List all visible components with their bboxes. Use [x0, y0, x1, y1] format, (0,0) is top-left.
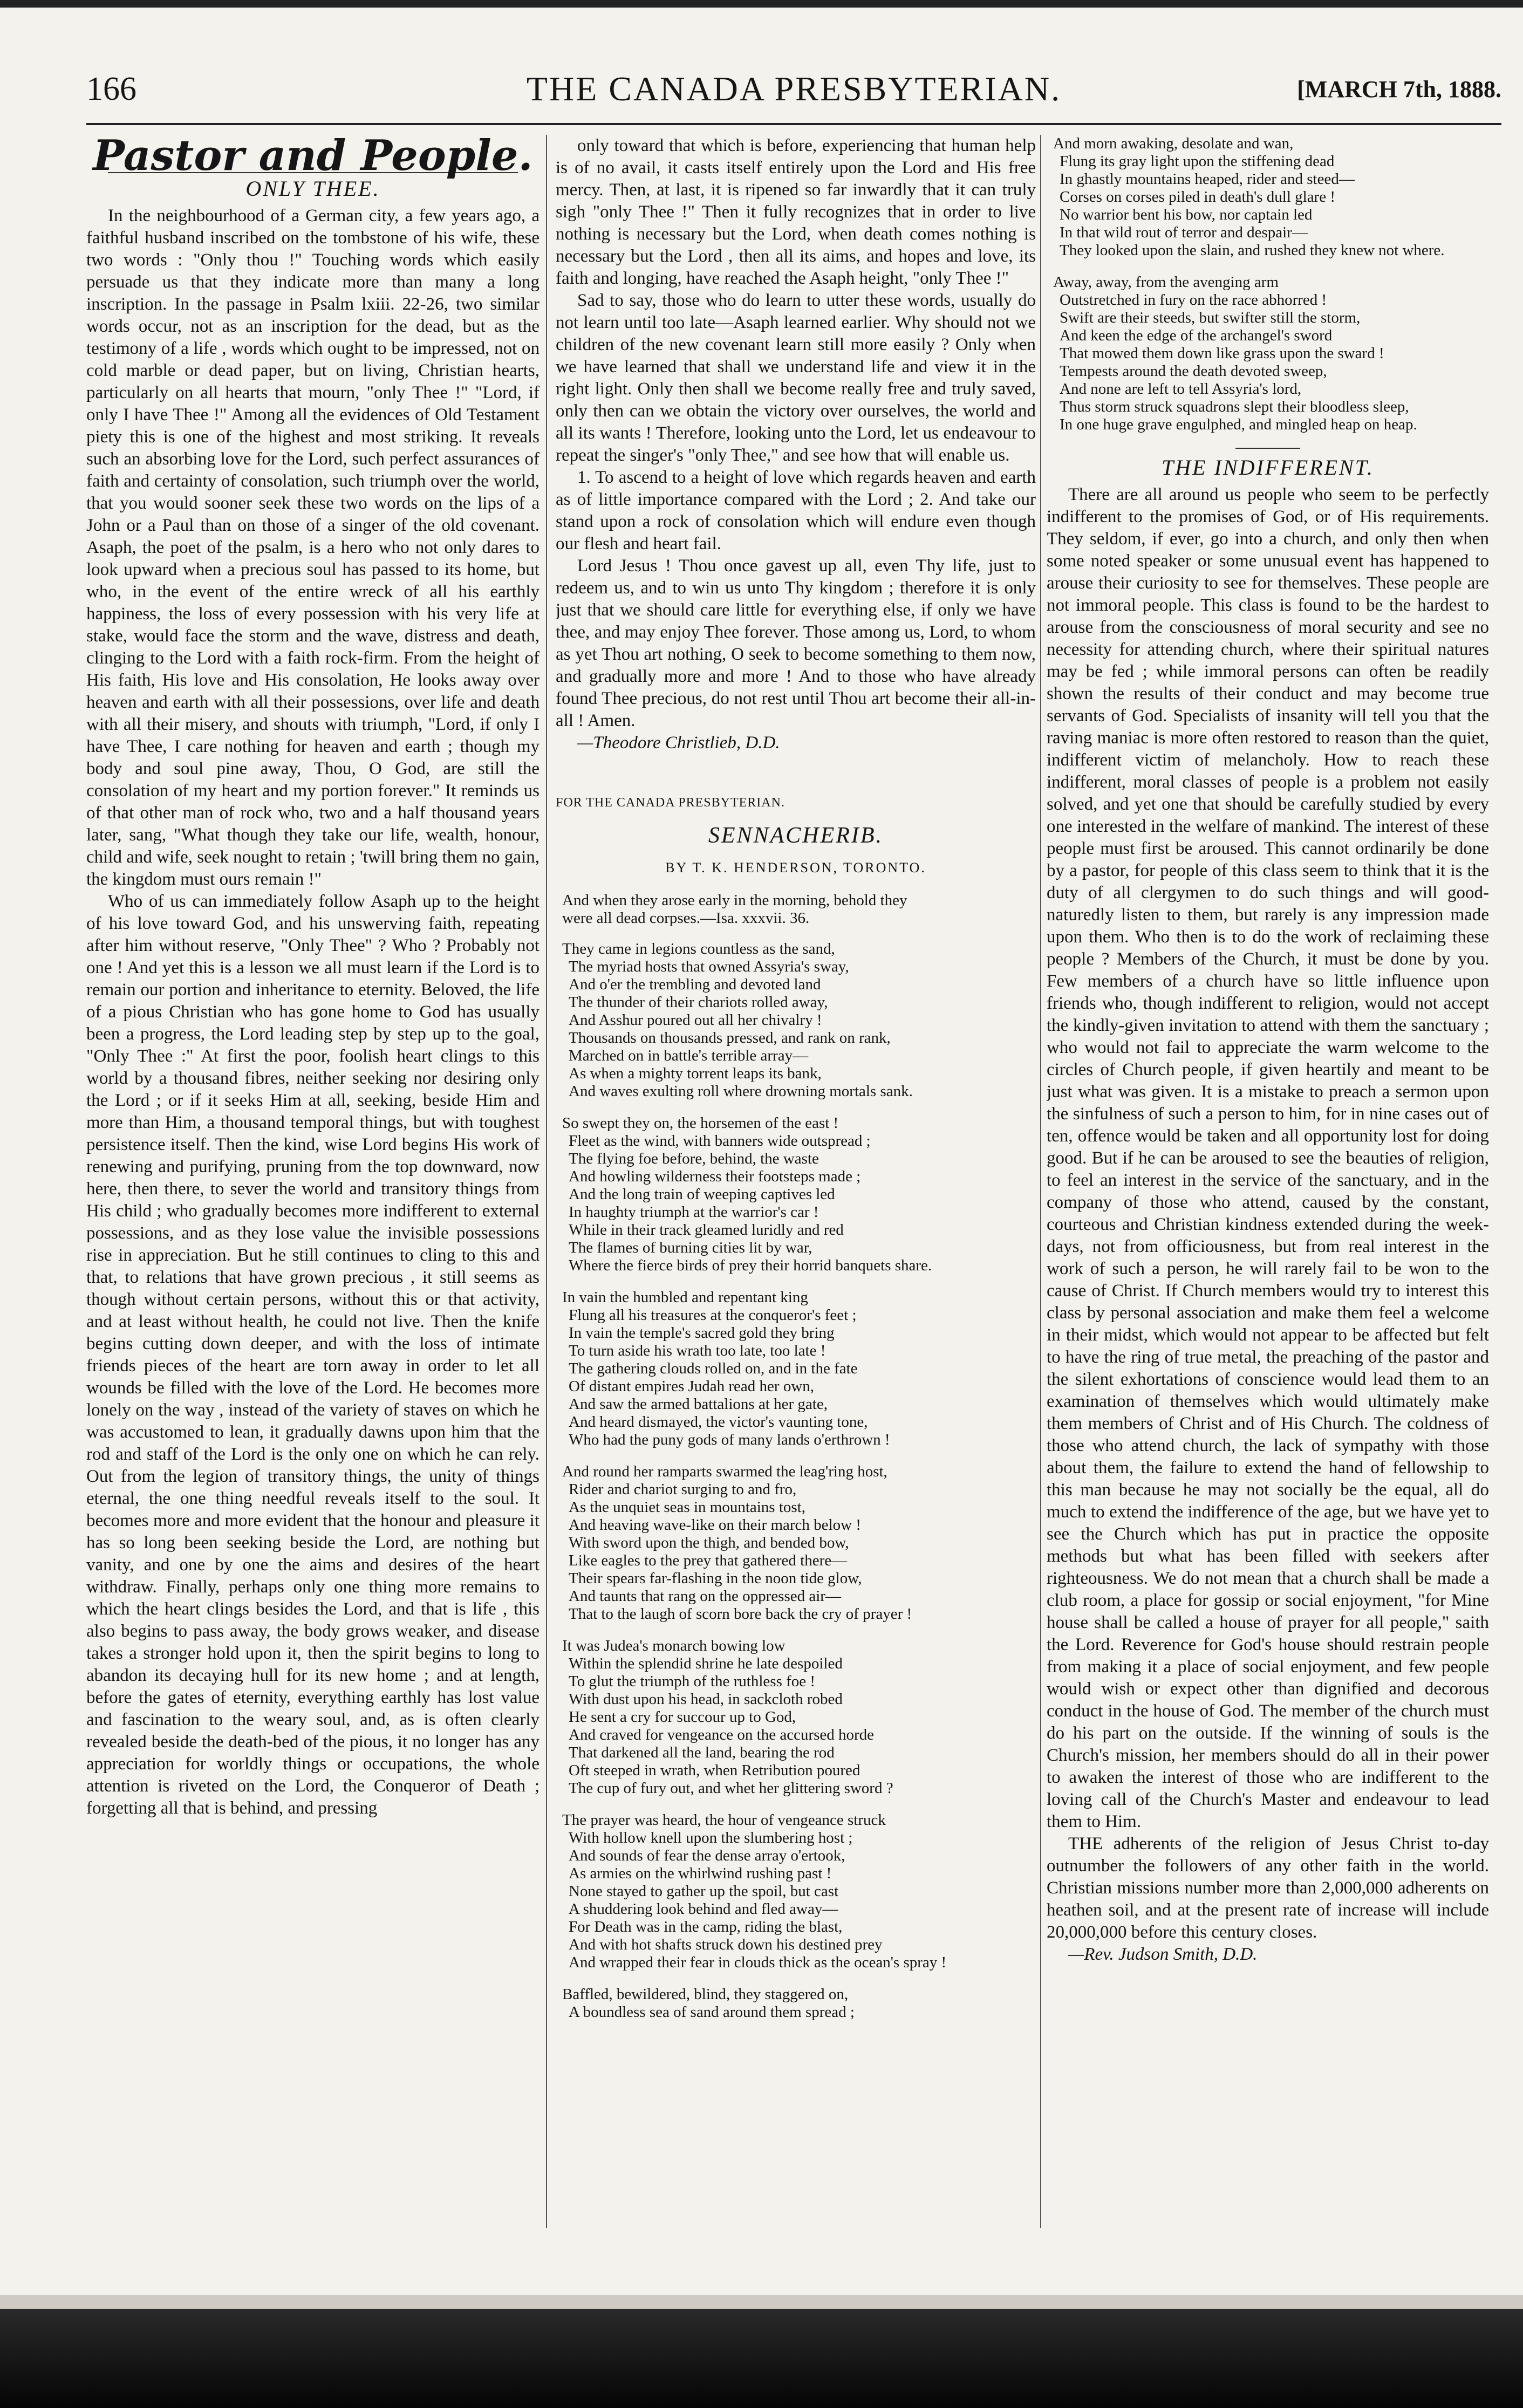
article-body — [86, 205, 539, 1819]
poem-byline: BY T. K. HENDERSON, TORONTO. — [665, 860, 926, 875]
verse-line: For Death was in the camp, riding the blast, — [569, 1918, 843, 1935]
verse-line: With sword upon the thigh, and bended bow, — [569, 1534, 849, 1551]
verse-line: Baffled, bewildered, blind, they staggered on, — [562, 1986, 849, 2003]
verse-line: With hollow knell upon the slumbering host ; — [569, 1829, 853, 1846]
verse-line: Away, away, from the avenging arm — [1053, 273, 1279, 291]
poem-epigraph — [562, 892, 1036, 927]
verse-line: In haughty triumph at the warrior's car ! — [569, 1203, 819, 1221]
verse-line: And morn awaking, desolate and wan, — [1053, 135, 1294, 152]
verse-line: Oft steeped in wrath, when Retribution poured — [569, 1762, 860, 1779]
poem-body — [556, 940, 1036, 2021]
top-border — [0, 0, 1523, 8]
verse-line: Rider and chariot surging to and fro, — [569, 1481, 797, 1498]
paragraph: Who of us can immediately follow Asaph up to the height of his love toward God, and his unswerving faith, repeating after him without reserve, "Only Thee" ? Who ? Probably not one ! And yet this is a lesson we all must learn if the Lord is to remain our portion and inheritance to eternity. Beloved, the life of a pious Christian who has gone home to God has usually been a progress, the Lord leading step by step up to the goal, "Only Thee :" At first the poor, foolish heart clings to this world by a thousand fibres, neither seeking nor desiring only the Lord ; or if it seeks Him at all, seeking, beside Him and more than Him, a thousand temporal things, but with toughest persistence itself. Then the kind, wise Lord begins His work of renewing and purifying, pruning from the top downward, now here, then there, to sever the world and transitory things from His child ; who gradually becomes more indifferent to external possessions, and as they lose value the invisible possessions rise in appreciation. But he still continues to cling to this and that, to relations that have grown precious , it still seems as though without certain persons, without this or that activity, and at least without health, he could not live. Then the knife begins cutting down deeper, and with the loss of intimate friends pieces of the heart are torn away in order to let all wounds be filled with the love of the Lord. He becomes more lonely on the way , instead of the variety of staves on which he was accustomed to lean, it gradually dawns upon him that the rod and staff of the Lord is the only one on which he can rely. Out from the legion of transitory things, the unity of things eternal, the one thing needful reveals itself to the soul. It becomes more and more evident that the honour and pleasure it has so long been seeking beside the Lord, are nothing but vanity, and one by one the aims and desires of the heart withdraw. Finally, perhaps only one thing more remains to which the heart clings besides the Lord, and that is life , this also begins to pass away, the body grows weaker, and disease takes a stronger hold upon it, then the spirit begins to long to abandon its decaying hull for its new home ; and at length, before the gates of eternity, everything earthly has lost value and fascination to the weary soul, and, as is often clearly revealed beside the death-bed of the pious, it no longer has any appreciation for worldly things or occupations, the whole attention is riveted on the Lord, the Conqueror of Death ; forgetting all that is behind, and pressing — [86, 892, 539, 1818]
verse-line: The prayer was heard, the hour of vengeance struck — [562, 1811, 886, 1829]
verse-line: As the unquiet seas in mountains tost, — [569, 1499, 805, 1516]
paragraph: In the neighbourhood of a German city, a few years ago, a faithful husband inscribed on the tombstone of his wife, these two words : "Only thou !" Touching words which easily persuade us that they indicate more than many a long inscription. In the passage in Psalm lxiii. 22-26, two similar words occur, not as an inscription for the dead, but as the testimony of a life , words which ought to be impressed, not on cold marble or dead paper, but on living, Christian hearts, particularly on all hearts that mourn, "only Thee !" "Lord, if only I have Thee !" Among all the evidences of Old Testament piety this is one of the highest and most striking. It reveals such an absorbing love for the Lord, such perfect assurances of faith and certainty of consolation, such triumph over the world, that you would sooner seek these two words on the lips of a John or a Paul than on those of a singer of the old covenant. Asaph, the poet of the psalm, is a hero who not only dares to look upward when a precious soul has passed to its home, but who, in the event of the entire wreck of all his earthly happiness, the loss of every possession with his very life at stake, would face the storm and the wave, distress and death, clinging to the Lord with a faith rock-firm. From the height of His faith, His love and His consolation, He looks away over heaven and earth with all their possessions, over life and death with all their misery, and shouts with triumph, "Lord, if only I have Thee, I care nothing for heaven and earth ; though my body and soul pine away, Thou, O God, are still the consolation of my heart and my portion forever." It reminds us of that other man of rock who, two and a half thousand years later, sang, "What though they take our life, wealth, honour, child and wife, seek nought to retain ; 'twill bring them no gain, the kingdom must ours remain !" — [86, 206, 539, 889]
poem-title: SENNACHERIB. — [708, 823, 884, 848]
paragraph: Sad to say, those who do learn to utter these words, usually do not learn until too late—Asaph learned earlier. Why should not we children of the new covenant learn still more easily ? Only when we have learned that shall we understand life and view it in the right light. Only then shall we become really free and truly saved, only then can we obtain the victory over ourselves, the world and all its wants ! Therefore, looking unto the Lord, let us endeavour to repeat the singer's "only Thee," and see how that will enable us. — [556, 291, 1036, 465]
verse-line: They looked upon the slain, and rushed they knew not where. — [1060, 242, 1445, 259]
verse-line: Flung its gray light upon the stiffening dead — [1060, 153, 1335, 170]
verse-line: And o'er the trembling and devoted land — [569, 976, 821, 993]
stanza — [562, 1637, 1036, 1797]
verse-line: None stayed to gather up the spoil, but cast — [569, 1883, 839, 1900]
verse-line: And sounds of fear the dense array o'ertook, — [569, 1847, 845, 1864]
verse-line: The flames of burning cities lit by war, — [569, 1239, 812, 1256]
stanza — [562, 1986, 1036, 2021]
column-1 — [86, 135, 539, 2228]
verse-line: In vain the temple's sacred gold they bring — [569, 1324, 835, 1342]
article-title: THE INDIFFERENT. — [1162, 455, 1374, 480]
verse-line: While in their track gleamed luridly and red — [569, 1221, 844, 1239]
masthead: THE CANADA PRESBYTERIAN. — [526, 70, 1062, 108]
verse-line: Thus storm struck squadrons slept their bloodless sleep, — [1060, 398, 1409, 415]
article-signature: —Theodore Christlieb, D.D. — [577, 733, 780, 752]
for-line: FOR THE CANADA PRESBYTERIAN. — [556, 796, 785, 810]
stanza — [1053, 135, 1489, 259]
verse-line: A boundless sea of sand around them spread ; — [569, 2003, 855, 2021]
verse-line: Their spears far-flashing in the noon tide glow, — [569, 1570, 862, 1587]
column-2 — [556, 135, 1036, 2228]
stanza — [562, 1114, 1036, 1275]
verse-line: And Asshur poured out all her chivalry ! — [569, 1011, 822, 1029]
verse-line: That mowed them down like grass upon the sward ! — [1060, 345, 1384, 362]
verse-line: Like eagles to the prey that gathered there— — [569, 1552, 848, 1569]
verse-line: In one huge grave engulphed, and mingled heap on heap. — [1060, 416, 1417, 433]
verse-line: In ghastly mountains heaped, rider and steed— — [1060, 170, 1355, 188]
verse-line: And keen the edge of the archangel's sword — [1060, 327, 1333, 344]
paragraph: THE adherents of the religion of Jesus Christ to-day outnumber the followers of any other faith in the world. Christian missions number more than 2,000,000 adherents on heathen soil, and at the present rate of increase will include 20,000,000 before this century closes. — [1047, 1834, 1489, 1942]
verse-line: And heard dismayed, the victor's vaunting tone, — [569, 1413, 868, 1431]
verse-line: To turn aside his wrath too late, too late ! — [569, 1342, 826, 1359]
verse-line: The gathering clouds rolled on, and in the fate — [569, 1360, 858, 1377]
epigraph-line: And when they arose early in the morning, behold they — [562, 892, 907, 909]
stanza — [562, 1289, 1036, 1449]
verse-line: To glut the triumph of the ruthless foe ! — [569, 1673, 816, 1690]
verse-line: It was Judea's monarch bowing low — [562, 1637, 786, 1654]
issue-date: [MARCH 7th, 1888. — [1297, 76, 1501, 102]
verse-line: The thunder of their chariots rolled away, — [569, 994, 828, 1011]
verse-line: No warrior bent his bow, nor captain led — [1060, 206, 1313, 223]
header-rule — [86, 123, 1501, 125]
article-body-continued — [556, 135, 1036, 732]
verse-line: And round her ramparts swarmed the leag'ring host, — [562, 1463, 887, 1480]
verse-line: The myriad hosts that owned Assyria's sway, — [569, 958, 849, 975]
verse-line: That to the laugh of scorn bore back the cry of prayer ! — [569, 1605, 912, 1623]
verse-line: Fleet as the wind, with banners wide outspread ; — [569, 1132, 871, 1150]
paragraph: Lord Jesus ! Thou once gavest up all, even Thy life, just to redeem us, and to win us unto Thy kingdom ; therefore it is only just that we should care little for everything else, if only we have thee, and may enjoy Thee forever. Those among us, Lord, to whom as yet Thou art nothing, O seek to become something to them now, and gradually more and more ! And to those who have already found Thee precious, do not rest until Thou art become their all-in-all ! Amen. — [556, 556, 1036, 730]
verse-line: They came in legions countless as the sand, — [562, 940, 835, 957]
article-signature: —Rev. Judson Smith, D.D. — [1068, 1945, 1258, 1964]
verse-line: In vain the humbled and repentant king — [562, 1289, 808, 1306]
verse-line: The flying foe before, behind, the waste — [569, 1150, 819, 1167]
verse-line: A shuddering look behind and fled away— — [569, 1900, 838, 1918]
poem-body-continued — [1047, 135, 1489, 434]
verse-line: So swept they on, the horsemen of the east ! — [562, 1114, 839, 1132]
verse-line: As armies on the whirlwind rushing past ! — [569, 1865, 832, 1882]
verse-line: And heaving wave-like on their march below ! — [569, 1516, 861, 1534]
verse-line: Who had the puny gods of many lands o'erthrown ! — [569, 1431, 890, 1448]
column-3 — [1047, 135, 1489, 2228]
verse-line: And with hot shafts struck down his destined prey — [569, 1936, 883, 1953]
verse-line: As when a mighty torrent leaps its bank, — [569, 1065, 822, 1082]
verse-line: Where the fierce birds of prey their horrid banquets share. — [569, 1257, 932, 1274]
page-number: 166 — [86, 71, 136, 107]
column-divider — [546, 135, 547, 2228]
scan-border — [0, 2309, 1523, 2408]
verse-line: Corses on corses piled in death's dull glare ! — [1060, 188, 1335, 206]
verse-line: Swift are their steeds, but swifter still the storm, — [1060, 309, 1361, 326]
stanza — [562, 940, 1036, 1100]
verse-line: And none are left to tell Assyria's lord, — [1060, 380, 1302, 398]
verse-line: And waves exulting roll where drowning mortals sank. — [569, 1083, 913, 1100]
verse-line: In that wild rout of terror and despair— — [1060, 224, 1308, 241]
stanza — [562, 1811, 1036, 1972]
verse-line: Within the splendid shrine he late despoiled — [569, 1655, 843, 1672]
verse-line: With dust upon his head, in sackcloth robed — [569, 1691, 843, 1708]
paragraph: only toward that which is before, experiencing that human help is of no avail, it casts itself entirely upon the Lord and His free mercy. Then, at last, it is ripened so far inwardly that it can truly sigh "only Thee !" Then it fully recognizes that in order to live nothing is necessary but the Lord, when death comes nothing is necessary but the Lord , then all its aims, and hopes and love, its faith and longing, have reached the Asaph height, "only Thee !" — [556, 136, 1036, 288]
verse-line: Thousands on thousands pressed, and rank on rank, — [569, 1029, 891, 1046]
page-bottom-edge — [0, 2295, 1523, 2309]
verse-line: He sent a cry for succour up to God, — [569, 1708, 796, 1726]
verse-line: Marched on in battle's terrible array— — [569, 1047, 809, 1064]
verse-line: The cup of fury out, and whet her glittering sword ? — [569, 1780, 893, 1797]
paragraph: 1. To ascend to a height of love which regards heaven and earth as of little importance compared with the Lord ; 2. And take our stand upon a rock of consolation which will endure even though our flesh and heart fail. — [556, 468, 1036, 553]
verse-line: And the long train of weeping captives led — [569, 1186, 835, 1203]
stanza — [1053, 273, 1489, 434]
verse-line: Flung all his treasures at the conqueror's feet ; — [569, 1306, 857, 1324]
verse-line: And craved for vengeance on the accursed horde — [569, 1726, 875, 1743]
verse-line: And wrapped their fear in clouds thick as the ocean's spray ! — [569, 1954, 947, 1971]
verse-line: Outstretched in fury on the race abhorred ! — [1060, 291, 1327, 309]
verse-line: And saw the armed battalions at her gate, — [569, 1395, 828, 1413]
article-body — [1047, 484, 1489, 1944]
stanza — [562, 1463, 1036, 1623]
verse-line: And howling wilderness their footsteps made ; — [569, 1168, 861, 1185]
department-heading: Pastor and People. — [93, 135, 533, 180]
verse-line: Tempests around the death devoted sweep, — [1060, 362, 1327, 380]
verse-line: And taunts that rang on the oppressed air— — [569, 1588, 841, 1605]
verse-line: That darkened all the land, bearing the rod — [569, 1744, 835, 1761]
paragraph: There are all around us people who seem to be perfectly indifferent to the promises of God, or of His requirements. They seldom, if ever, go into a church, and only then when some noted speaker or some unusual event has happened to arouse their curiosity to see for themselves. These people are not immoral people. This class is found to be the hardest to arouse from the consciousness of moral security and see no necessity for attending church, where their spiritual natures may be fed ; while immoral persons can often be readily shown the results of their conduct and may become true servants of God. Specialists of insanity will tell you that the raving maniac is more often restored to reason than the quiet, indifferent victim of melancholy. How to reach these indifferent, moral classes of people is a problem not easily solved, and yet one that should be carefully studied by every one interested in the welfare of mankind. The interest of these people must first be aroused. This cannot ordinarily be done by a pastor, for people of this class seem to think that it is the duty of all clergymen to do such things and will good-naturedly listen to them, but rarely is any impression made upon them. Who then is to do the work of reclaiming these people ? Members of the Church, it must be done by you. Few members of a church have so little influence upon friends who, though indifferent to religion, would not accept the kindly-given invitation to attend with them the sanctuary ; who would not fail to appreciate the warm welcome to the circles of Church people, if given heartily and meant to be just what was given. It is a mistake to preach a sermon upon the sinfulness of such a person to him, for in nine cases out of ten, offence would be taken and all opportunity lost for doing good. But if he can be aroused to see the beauties of religion, to feel an interest in the service of the sanctuary, and in the company of those who attend, caused by the constant, courteous and Christian kindness extended during the week-days, not from officiousness, but from real interest in the work of such a person, he will rarely fail to be won to the cause of Christ. If Church members would try to interest this class by personal association and make them feel a welcome in their midst, which would not appear to be affected but felt to have the ring of true metal, the preaching of the pastor and the silent exhortations of conscience would lead them to an examination of themselves which would ultimately make them members of Christ and of His Church. The coldness of those who attend church, the lack of sympathy with those about them, the failure to extend the hand of fellowship to this man because he may not socially be the equal, all do much to extend the indifference of the age, but we have yet to see the Church which has put in practice the opposite methods but what has been filled with seekers after righteousness. We do not mean that a church shall be made a club room, a place for gossip or social enjoyment, "for Mine house shall be called a house of prayer for all people," saith the Lord. Reverence for God's house should restrain people from making it a place of social enjoyment, and few people would wish or expect other than dignified and decorous conduct in the house of God. The member of the church must do his part on the outside. If the winning of souls is the Church's mission, her members should do all in their power to awaken the interest of those who are indifferent to the loving call of the Church's Master and endeavour to lead them to Him. — [1047, 485, 1489, 1831]
epigraph-line: were all dead corpses.—Isa. xxxvii. 36. — [562, 909, 810, 927]
verse-line: Of distant empires Judah read her own, — [569, 1378, 815, 1395]
article-title: ONLY THEE. — [245, 176, 380, 201]
page-header — [86, 65, 1501, 129]
section-rule — [1235, 448, 1300, 449]
column-divider — [1040, 135, 1041, 2228]
